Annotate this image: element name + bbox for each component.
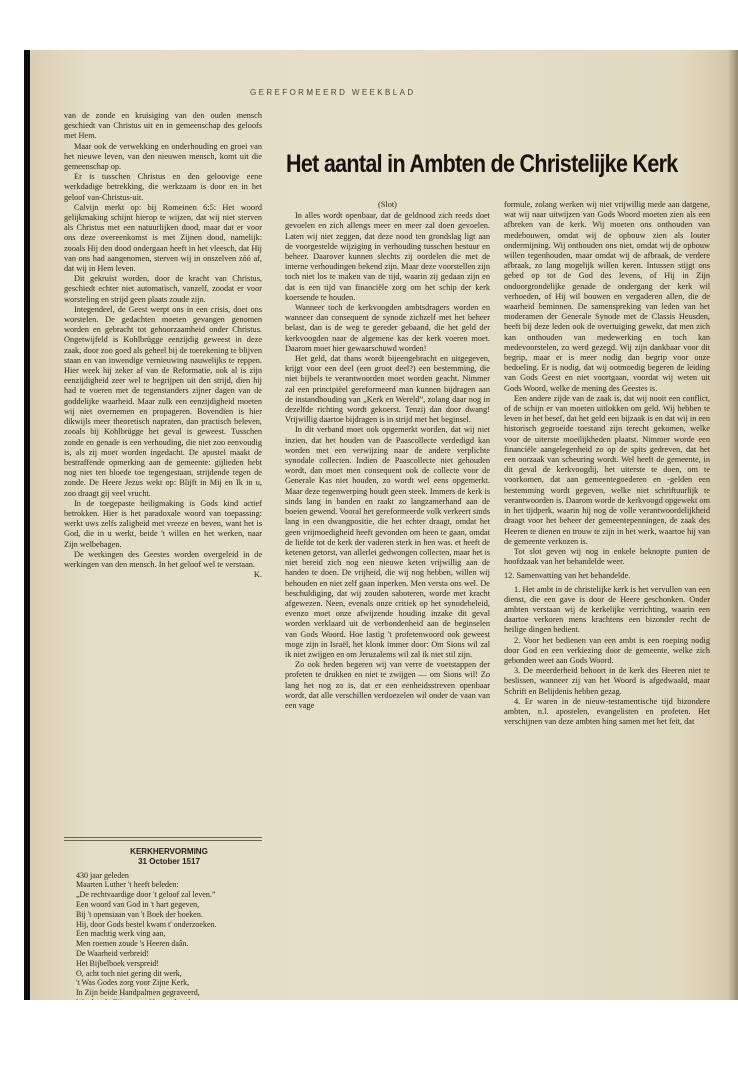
section-heading: 12. Samenvatting van het behandelde. [504, 571, 631, 581]
poem-line: In Zijn beide Handpalmen gegraveerd, [76, 988, 200, 998]
paragraph: 2. Voor het bedienen van een ambt is een roeping nodig door God en een verkiezing door de gemeente, welke zich gebonden weet aan Gods Woord. [504, 635, 710, 665]
paragraph: In alles wordt openbaar, dat de geldnood zich reeds doet gevoelen en zich allengs meer en meer zal doen gevoelen. Laten wij niet zeggen, dat deze nood ten grondslag ligt aan de voorgestelde wijziging in verhouding tusschen bestuur en beheer. Daarover kunnen slechts zij oordelen die met de interne verhoudingen bekend zijn. Maar deze voorstellen zijn toch niet los te maken van de tijd, waarin zij gedaan zijn en dat is een tijd van financiële zorg om het schip der kerk koersende te houden. [285, 211, 490, 302]
paragraph: Een andere zijde van de zaak is, dat wij nooit een conflict, of de schijn er van moeten uitlokken om geld. Wij hebben te leven in het besef, dat het geld een bijzaak is en dat wij in een historisch gegroeide toestand zijn terecht gekomen, welke voor de uiterste moeilijkheden plaatst. Nimmer worde een financiële aangelegenheid zo op de spits gedreven, dat het een oorzaak van scheuring wordt. Wel heeft de gemeente, in dit geval de kerkvoogdij, het uiterste te doen, om te voorkomen, dat aan gemeentegoederen en -gelden een bestemming wordt gegeven, welke niet schriftuurlijk te verantwoorden is. Daarom worde de kerkvoogd opgewekt om in het tijdperk, waarin hij nog de volle verantwoordelijkheid draagt voor het beheer der gemeentepenningen, de zaak des Heeren te dienen en trouw te zijn in het werk, waartoe hij van de gemeente verkozen is. [504, 393, 710, 546]
poem-line: Een woord van God in 't hart gegeven, [76, 899, 200, 909]
paragraph: van de zonde en kruisiging van den ouden mensch geschiedt van Christus uit en in gemeenschap des geloofs met Hem. [64, 111, 262, 141]
paragraph: Het geld, dat thans wordt bijeengebracht en uitgegeven, krijgt voor een deel (een groot deel?) een bestemming, die niet bijbels te verantwoorden moet worden geacht. Nimmer zal een principiëel gereformeerd man kunnen bijdragen aan de instandhouding van „Kerk en Wereld”, zolang daar nog in dezelfde richting wordt gekoerst. Tenzij dan door dwang! Vrijwillig daartoe bijdragen is in strijd met het beginsel. [285, 354, 490, 425]
column-right [504, 200, 710, 727]
column-middle [285, 200, 490, 711]
paragraph: Wanneer toch de kerkvoogden ambtsdragers worden en wanneer dan consequent de synode zichzelf met het beheer belast, dan is de weg te gereder gebaand, die het geld der kerkvoogden naar de algemene kas der kerk voeren moet. Daarom moet hier gewaarschuwd worden! [285, 303, 490, 353]
paragraph: 3. De meerderheid behoort in de kerk des Heeren niet te beslissen, wanneer zij van het Woord is afgedwaald, maar Schrift en Belijdenis hebben gezag. [504, 666, 710, 696]
paragraph: Zo ook heden begeren wij van verre de voetstappen der profeten te drukken en niet te zwijgen — om Sions wil! Zo lang het nog zo is, dat er een eenheidsstreven openbaar wordt, dat alle verschillen verdoezelen wil onder de vaan van een vage [285, 660, 490, 710]
poem-line: Maarten Luther 't heeft beleden: [76, 880, 179, 890]
paragraph: Calvijn merkt op: bij Romeinen 6:5: Het woord gelijkmaking schijnt hierop te wijzen, dat wij niet sterven als Christus met een natuurlijken dood, maar dat er voor ons deze overeenkomst is met Zijnen dood, namelijk: zooals Hij den dood ondergaan heeft in het vleesch, dat Hij van ons had aangenomen, sterven wij in onszelven zóó af, dat wij in Hem leven. [64, 202, 262, 274]
article-subtitle: (Slot) [378, 200, 397, 209]
poem-line: 't Was Godes zorg voor Zijne Kerk, [76, 978, 190, 988]
paragraph: Maar ook de verwekking en onderhouding en groei van het nieuwe leven, van den nieuwen mensch, komt uit die gemeenschap op. [64, 141, 262, 172]
poem-date: 31 October 1517 [138, 856, 200, 866]
poem-line: Bij 't opensiaan van 't Boek der boeken. [76, 909, 203, 919]
divider-rule [64, 840, 262, 841]
paragraph: In dit verband moet ook opgemerkt worden, dat wij niet inzien, dat het houden van de Paascollecte verdedigd kan worden met een verwijzing naar de andere verplichte synodale collecten. Indien de Paascollecte niet gehouden wordt, dan moet men consequent ook de collecte voor de Generale Kas niet houden, zo wordt wel eens opgemerkt. Maar deze tegenwerping houdt geen steek. Immers de kerk is sinds lang in banden en raakt zo langzamerhand aan de boeien gewend. Vooral het gereformeerde volk verkeert sinds lang in een dwangpositie, die het echter draagt, omdat het geen vrijmoedigheid heeft gevonden om heen te gaan, omdat de liefde tot de kerk der vaderen sterk in hen was. et heeft de ketenen getorst, van allerlei gedwongen collecten, maar het is niet bereid zich nog een nieuwe keten vrijwillig aan de handen te doen. De vrijheid, die wij nog hebben, willen wij behouden en niet zelf gaan inperken. Men versta ons wel. De beschuldiging, dat wij zouden saboteren, worde met kracht afgewezen. Neen, evenals onze critiek op het synodebeleid, evenzo moet onze afwijzende houding inzake dit geval worden verklaard uit de verbondenheid aan de beginselen van Gods Woord. Hoe lastig 't profetenwoord ook geweest moge zijn in Israël, het klonk immer door: Om Sions wil zal ik niet zwijgen en om Jeruzalems wil zal ik niet stil zijn. [285, 425, 490, 659]
poem-kerkhervorming [76, 847, 262, 1018]
poem-line: Een machtig werk ving aan, [76, 929, 166, 939]
paragraph: Dit gekruist worden, door de kracht van Christus, geschiedt echter niet automatisch, vanzelf, zoodat er voor worsteling en strijd geen plaats zoude zijn. [64, 274, 262, 304]
paragraph: 4. Er waren in de nieuw-testamentische tijd bizondere ambten, n.l. apostelen, evangelisten en profeten. Het verschijnen van deze ambten hing samen met het feit, dat [504, 696, 710, 727]
poem-line: Het Bijbelboek verspreid! [76, 958, 160, 968]
author-signature: K. [253, 570, 262, 580]
article-title: Het aantal in Ambten de Christelijke Kerk [286, 150, 678, 178]
paragraph: Tot slot geven wij nog in enkele beknopte punten de hoofdzaak van het behandelde weer. [504, 546, 710, 567]
poem-heading: KERKHERVORMING [130, 847, 208, 856]
poem-line: De Waarheid verbreid! [76, 948, 149, 958]
paragraph: In de toegepaste heiligmaking is Gods kind actief betrokken. Hier is het paradoxale woord van toepassing: werkt uws zelfs zaligheid met vreeze en beven, want het is God, die in u werkt, beide 't willen en het werken, naar Zijn welbehagen. [64, 498, 262, 549]
masthead: GEREFORMEERD WEEKBLAD [250, 88, 416, 97]
divider-rule [64, 837, 262, 838]
paragraph: De werkingen des Geestes worden overgeleid in de werkingen van den mensch. In het geloof wel te verstaan. [64, 549, 262, 569]
poem-line: „De rechtvaardige door 't geloof zal leven.” [76, 890, 216, 900]
paragraph: Er is tusschen Christus en den geloovige eene werkdadige betrekking, die werkzaam is door en in het geloof van-Christus-uit. [64, 172, 262, 202]
poem-line: Hij, door Gods bestel kwam t' onderzoeken. [76, 919, 217, 929]
newspaper-page [24, 50, 738, 1000]
scan-bottom-margin [0, 1000, 738, 1068]
paragraph: formule, zolang werken wij niet vrijwillig mede aan datgene, wat wij naar uitwijzen van Gods Woord moeten zien als een afbreken van de kerk. Wij moeten ons onthouden van medebouwen, omdat wij de opbouw zien als louter ondermijning. Wij onthouden ons niet, omdat wij de opbouw willen tegenhouden, maar omdat wij de afbraak, de verdere afbraak, zo lang mogelijk willen keren. Intussen stijgt ons gebed op tot de God des levens, of Hij in Zijn ondoorgrondelijke genade de ondergang der kerk wil verhoeden, of Hij wil bouwen en vergaderen allen, die de waarheid beminnen. De samenspreking van leden van het moderamen der Generale Synode met de Classis Heusden, heeft bij deze leden ook de overtuiging gewekt, dat men zich kan onthouden van medewerking en toch kan medevoorstelen, zo werd gezegd. Wij zijn dankbaar voor dit begrip, maar er is meer nodig dan begrip voor onze bedoeling. Er is nodig, dat wij ootmoedig begeren de leiding van Gods Geest en niet voortgaan, voordat wij weten uit Gods Woord, welke de mening des Geestes is. [504, 200, 710, 393]
column-left [64, 111, 262, 580]
poem-line: Men roemen zoude 's Heeren daân. [76, 939, 189, 949]
paragraph: 1. Het ambt in de christelijke kerk is het vervullen van een dienst, die een gave is door de Heere geschonken. Onder ambten verstaan wij de kerkelijke verrichting, waarin een daartoe verkoren mens krachtens een bizonder recht de heilige dingen bedient. [504, 584, 710, 635]
poem-line: O, acht toch niet gering dit werk, [76, 968, 182, 978]
poem-line: 430 jaar geleden [76, 870, 129, 880]
paragraph: Integendeel, de Geest werpt ons in een crisis, doet ons worstelen. De gedachten moeten gevangen genomen worden en gebracht tot gehoorzaamheid onder Christus. Ongetwijfeld is Kohlbrügge eenzijdig geweest in deze zaak, door zoo goed als geheel bij de toerekening te blijven staan en van inwendige vernieuwing nauwelijks te reppen. Hier week hij zeker af van de Reformatie, ook al is zijn eenzijdigheid zeer wel te begrijpen uit den strijd, dien hij had te voeren met de tegenstanders zijner dagen van de goddelijke waarheid. Maar zulk een eenzijdigheid moeten wij niet overnemen en propageren. Bovendien is hier dikwijls meer theoretisch napraten, dan practisch beleven, zooals bij Kohlbrügge het geval is geweest. Tusschen zonde en genade is een verhouding, die niet zoo eenvoudig is, als zij moet worden ingedacht. De apostel maakt de bestraffende opmerking aan de gemeente: gijlieden hebt nog niet ten bloede toe tegengestaan, strijdende tegen de zonde. De Heere Jezus wekt op: Blijft in Mij en Ik in u, zoo draagt gij veel vrucht. [64, 304, 262, 498]
scan-top-margin [0, 0, 738, 50]
